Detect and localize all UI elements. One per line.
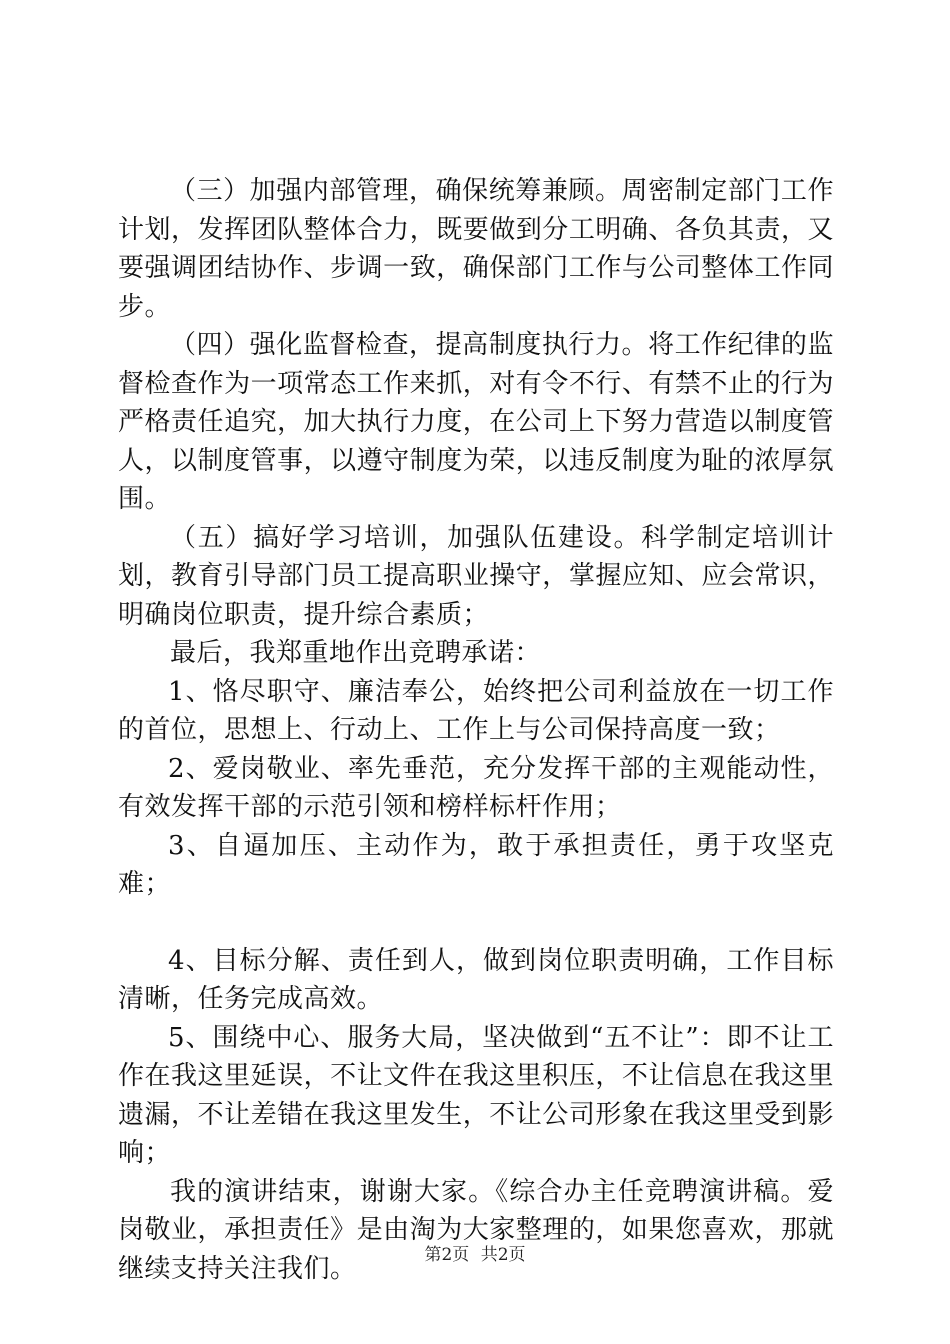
paragraph-pledge-1: 1、恪尽职守、廉洁奉公，始终把公司利益放在一切工作的首位，思想上、行动上、工作上与公司保持高度一致；: [118, 676, 834, 745]
paragraph-pledge-4: 4、目标分解、责任到人，做到岗位职责明确，工作目标清晰，任务完成高效。: [118, 945, 834, 1014]
paragraph-section-4: （四）强化监督检查，提高制度执行力。将工作纪律的监督检查作为一项常态工作来抓，对有令不行、有禁不止的行为严格责任追究，加大执行力度，在公司上下努力营造以制度管人，以制度管事，以遵守制度为荣，以违反制度为耻的浓厚氛围。: [118, 330, 834, 514]
document-body: [118, 172, 834, 1288]
page-footer: [0, 1244, 950, 1266]
paragraph-pledge-5: 5、围绕中心、服务大局，坚决做到“五不让”：即不让工作在我这里延误，不让文件在我这里积压，不让信息在我这里遗漏，不让差错在我这里发生，不让公司形象在我这里受到影响；: [118, 1022, 834, 1168]
paragraph-spacer: [118, 904, 834, 942]
page-total: 共2页: [480, 1245, 526, 1265]
paragraph-section-5: （五）搞好学习培训，加强队伍建设。科学制定培训计划，教育引导部门员工提高职业操守，掌握应知、应会常识，明确岗位职责，提升综合素质；: [118, 522, 834, 630]
paragraph-pledge-intro: 最后，我郑重地作出竞聘承诺：: [170, 638, 542, 668]
paragraph-section-3: （三）加强内部管理，确保统筹兼顾。周密制定部门工作计划，发挥团队整体合力，既要做到分工明确、各负其责，又要强调团结协作、步调一致，确保部门工作与公司整体工作同步。: [118, 176, 834, 322]
paragraph-pledge-2: 2、爱岗敬业、率先垂范，充分发挥干部的主观能动性，有效发挥干部的示范引领和榜样标杆作用；: [118, 753, 834, 822]
paragraph-closing: 我的演讲结束，谢谢大家。《综合办主任竞聘演讲稿。爱岗敬业，承担责任》是由淘为大家整理的，如果您喜欢，那就继续支持关注我们。: [118, 1176, 834, 1284]
page-number: 第2页: [424, 1245, 470, 1265]
paragraph-pledge-3: 3、自逼加压、主动作为，敢于承担责任，勇于攻坚克难；: [118, 830, 834, 899]
